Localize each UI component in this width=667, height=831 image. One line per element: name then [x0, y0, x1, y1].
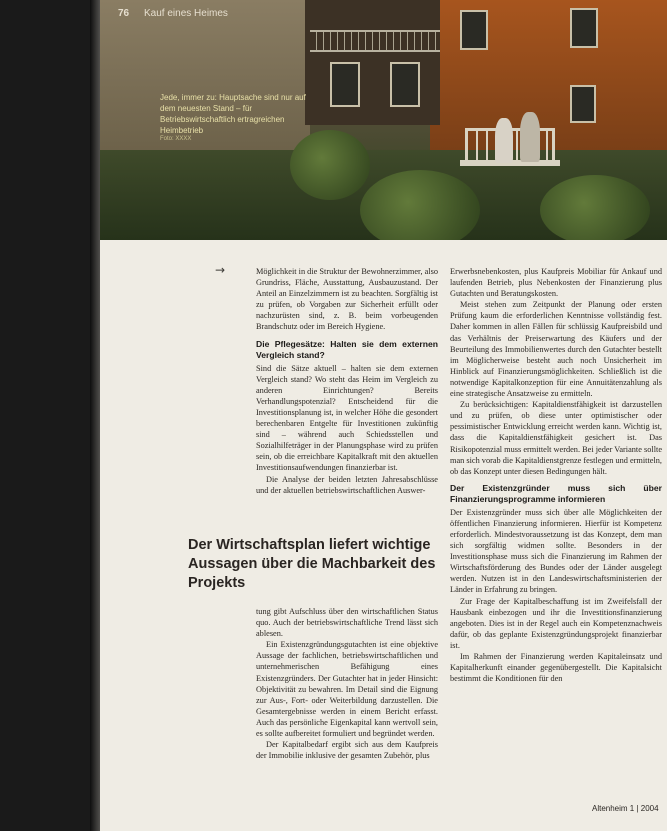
page-number-header: 76	[118, 8, 130, 19]
balcony-railing	[310, 30, 440, 52]
window	[460, 10, 488, 50]
paragraph: Im Rahmen der Finanzierung werden Kapitaleinsatz und Kapitalherkunft einander gegenübergestellt. Die Kapitalsicht bestimmt die Konditionen für den	[450, 652, 662, 684]
column-left-top	[256, 266, 438, 496]
bush	[540, 175, 650, 240]
page-footer: Altenheim 1 | 2004	[592, 804, 659, 813]
window	[330, 62, 360, 107]
garden-photo	[100, 0, 667, 240]
photo-caption: Jede, immer zu: Hauptsache sind nur auf dem neuesten Stand – für Betriebswirtschaftlich ertragreichen Heimbetrieb	[160, 93, 306, 135]
paragraph: Zu berücksichtigen: Kapitaldienstfähigkeit ist darzustellen und zu prüfen, ob diese unter optimistischer oder pessimistischer Entwicklung erreicht werden kann. Wichtig ist, dass die Kapitaldienstfähigkeit gesichert ist. Das Risikopotenzial muss ermittelt werden. Bei jeder Variante sollte man sich vorab die Kapitaldienstgrenze festlegen und ermitteln, ob das Konzept unter diesen Bedingungen hält.	[450, 400, 662, 476]
paragraph: Möglichkeit in die Struktur der Bewohnerzimmer, also Grundriss, Fläche, Ausstattung, Ausbauzustand. Der Anteil an Einzelzimmern ist zu beachten. Sorgfältig ist zu prüfen, ob Vorgaben zur Sicherheit erfüllt oder nachzurüsten sind, z. B. beim vorbeugenden Brandschutz oder im Bereich Hygiene.	[256, 267, 438, 332]
paragraph: Zur Frage der Kapitalbeschaffung ist im Zweifelsfall der Hausbank einbezogen und ihr die Investitionsfinanzierung angeboten. Dies ist in der Regel auch ein Kompetenznachweis dafür, ob das geplante Existenzgründungsprojekt finanzierbar ist.	[450, 596, 662, 650]
paragraph: tung gibt Aufschluss über den wirtschaftlichen Status quo. Auch der betriebswirtschaftliche Trend lässt sich ablesen.	[256, 607, 438, 639]
continuation-arrow-icon: →	[215, 263, 226, 277]
magazine-page	[100, 0, 667, 831]
paragraph: Der Kapitalbedarf ergibt sich aus dem Kaufpreis der Immobilie inklusive der gesamten Zubehör, plus	[256, 740, 438, 761]
person-man	[520, 112, 540, 162]
photo-credit: Foto: XXXX	[160, 136, 192, 142]
paragraph: Die Analyse der beiden letzten Jahresabschlüsse und der aktuellen betriebswirtschaftlichen Auswer-	[256, 474, 438, 495]
column-right	[450, 266, 662, 684]
column-left-bottom	[256, 606, 438, 761]
bush	[290, 130, 370, 200]
paragraph: Meist stehen zum Zeitpunkt der Planung oder ersten Prüfung kaum die erforderlichen Kenntnisse vollständig fest. Daher kommen in allen Fällen für schlüssig Kaufpreisbild und das Verhältnis der Preiserwartung des Käufers und der Beurteilung des Immobilienwertes durch den Gutachter bestellt im Möglicherweise besteht auch noch Unsicherheit im Hinblick auf Finanzierungsmöglichkeiten. Schließlich ist die notwendige Kapitalkonzeption für eine Annuitätenzahlung als eine strategische Ansatzweise zu ermitteln.	[450, 300, 662, 399]
window	[390, 62, 420, 107]
section-title: Kauf eines Heimes	[144, 8, 228, 19]
paragraph: Der Existenzgründer muss sich über alle Möglichkeiten der öffentlichen Finanzierung informieren. Hierfür ist Kompetenz erforderlich. Mindestvoraussetzung ist das Konzept, dem man sich sorgfältig widmen sollte. Besonders in der Investitionsphase muss sich die Finanzierung im Rahmen der Wirtschaftsförderung des Bundes oder der Länder ausgelegt werden. Nutzen ist in den Landeswirtschaftsministerien der Länder in Erfahrung zu bringen.	[450, 507, 662, 595]
paragraph: Erwerbsnebenkosten, plus Kaufpreis Mobiliar für Ankauf und laufenden Betrieb, plus Nebenkosten der Finanzierung plus Gutachten und Beratungskosten.	[450, 267, 662, 299]
window	[570, 8, 598, 48]
subheading: Der Existenzgründer muss sich über Finanzierungsprogramme informieren	[450, 482, 662, 504]
paragraph: Ein Existenzgründungsgutachten ist eine objektive Aussage der fachlichen, betriebswirtschaftlichen und unternehmerischen Befähigung eines Existenzgründers. Der Gutachter hat in jeder Hinsicht: Objektivität zu bewahren. Im Detail sind die Eignung zur Aus-, Fort- oder Weiterbildung darzustellen. Die Gesamtergebnisse werden in einem Bericht erfasst. Auch das persönliche Eigenkapital kann wertvoll sein, es sollte aufbereitet formuliert und begründet werden.	[256, 640, 438, 739]
person-woman	[495, 118, 513, 163]
subheading: Die Pflegesätze: Halten sie dem externen Vergleich stand?	[256, 338, 438, 360]
paragraph: Sind die Sätze aktuell – halten sie dem externen Vergleich stand? Wo steht das Heim im Vergleich zu anderen Einrichtungen? Bereits Verhandlungspotenzial? Entscheidend für die Investitionsplanung ist, in welcher Höhe die gesondert berechenbaren Entgelte für Investitionen zukünftig sind – während auch Schiedsstellen und Sozialhilfeträger in der Planungsphase wird zu prüfen sein, ob die erreichbare Kapitalkraft mit den aktuellen Investitionsaufwendungen finanzierbar ist.	[256, 363, 438, 473]
window	[570, 85, 596, 123]
bush	[360, 170, 480, 240]
pull-quote: Der Wirtschaftsplan liefert wichtige Aussagen über die Machbarkeit des Projekts	[188, 537, 436, 591]
